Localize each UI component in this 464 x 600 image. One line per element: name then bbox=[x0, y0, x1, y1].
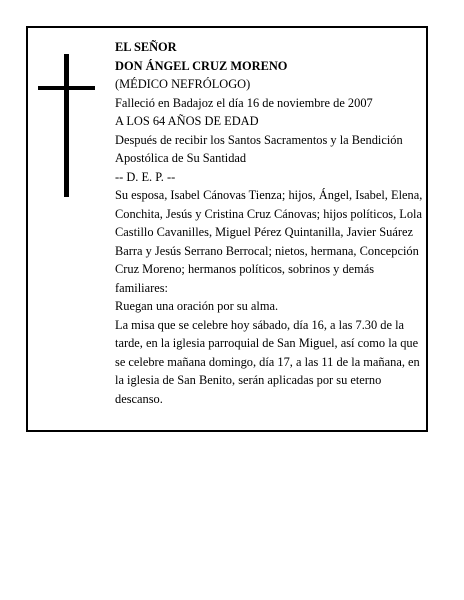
death-line: Falleció en Badajoz el día 16 de noviembre de 2007 bbox=[115, 95, 373, 110]
obituary-text bbox=[115, 38, 425, 408]
rip-line: -- D. E. P. -- bbox=[115, 169, 176, 184]
prayer-line: Ruegan una oración por su alma. bbox=[115, 299, 279, 313]
family-paragraph: Su esposa, Isabel Cánovas Tienza; hijos, Ángel, Isabel, Elena, Conchita, Jesús y Cristina Cruz Cánovas; hijos políticos, Lola Castillo Cavanilles, Miguel Pérez Quintanilla, Javier Suárez Barra y Jesús Serrano Berrocal; nietos, hermana, Concepción Cruz Moreno; hermanos políticos, sobrinos y demás familiares: bbox=[115, 188, 423, 295]
profession-line: (MÉDICO NEFRÓLOGO) bbox=[115, 77, 251, 91]
deceased-name: DON ÁNGEL CRUZ MORENO bbox=[115, 58, 288, 73]
title-line: EL SEÑOR bbox=[115, 40, 177, 54]
mass-paragraph: La misa que se celebre hoy sábado, día 16, a las 7.30 de la tarde, en la iglesia parroquial de San Miguel, así como la que se celebre mañana domingo, día 17, a las 11 de la mañana, en la iglesia de San Benito, serán aplicadas por su eterno descanso. bbox=[115, 317, 420, 406]
cross-icon bbox=[64, 54, 69, 197]
cross-icon-bar bbox=[38, 86, 95, 90]
age-line: A LOS 64 AÑOS DE EDAD bbox=[115, 114, 259, 128]
sacraments-paragraph: Después de recibir los Santos Sacramentos y la Bendición Apostólica de Su Santidad bbox=[115, 132, 403, 165]
